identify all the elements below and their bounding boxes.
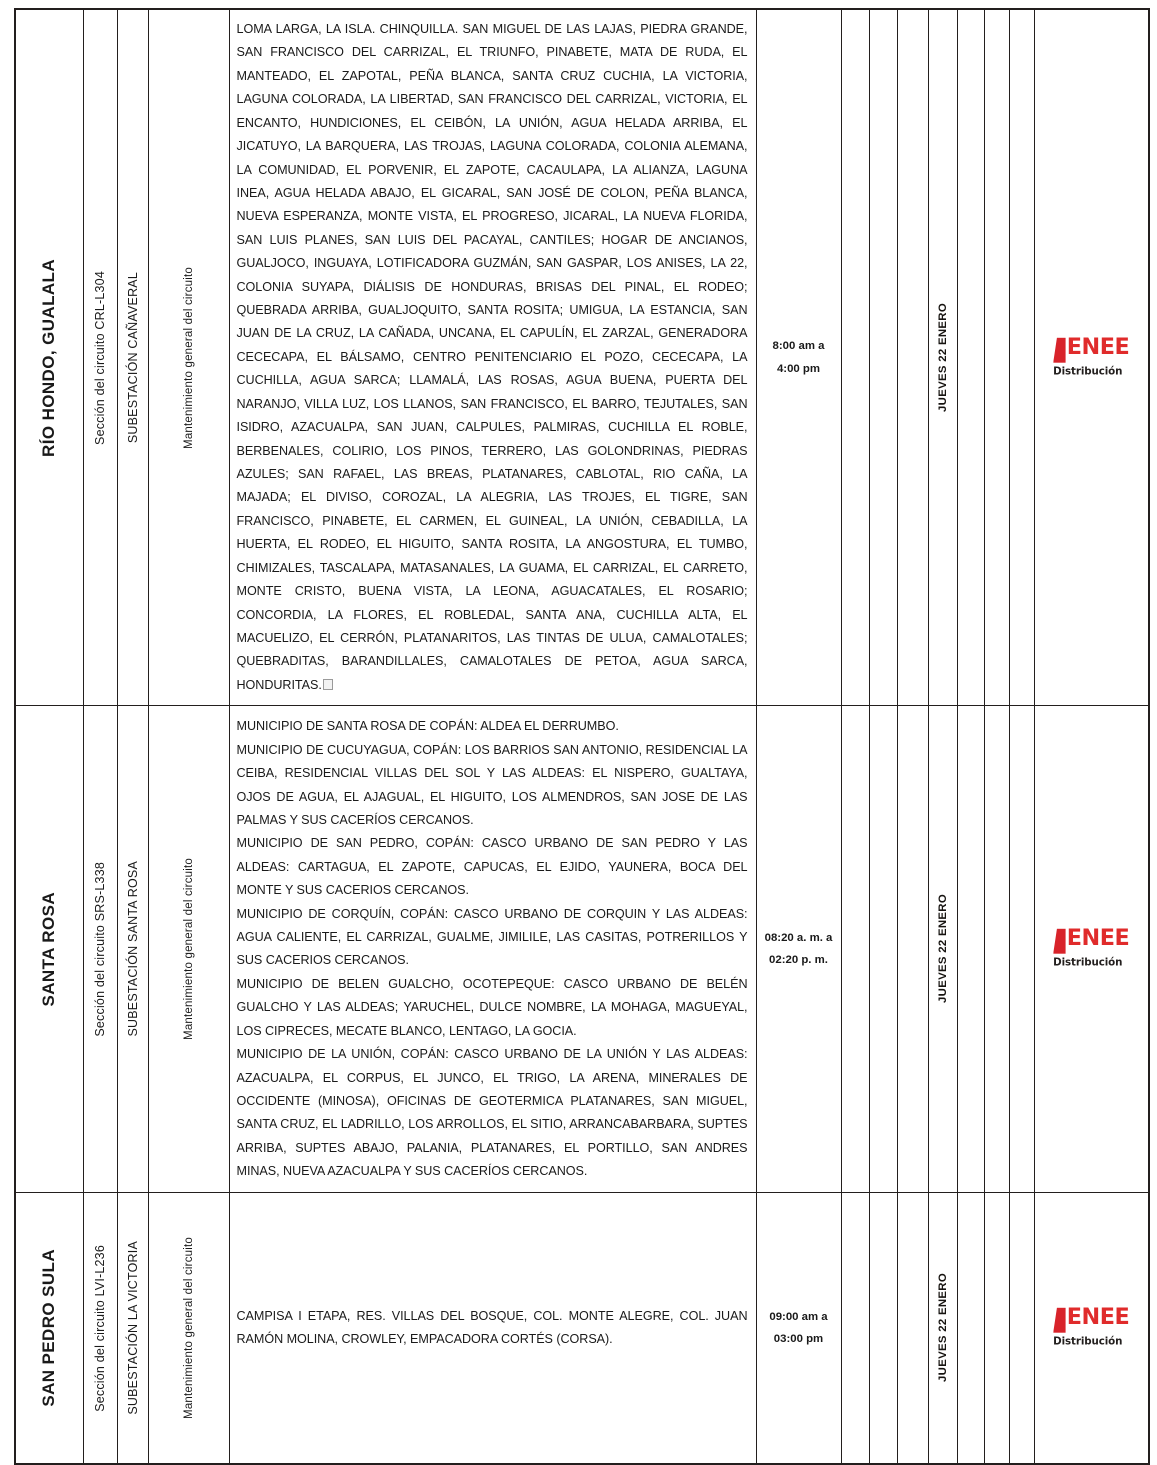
work-type-label: Mantenimiento general del circuito <box>182 266 195 449</box>
substation-label: SUBESTACIÓN CAÑAVERAL <box>125 272 140 444</box>
spacer-column-2 <box>869 706 897 1192</box>
spacer-column-2 <box>869 9 897 706</box>
spacer-column-5 <box>984 1192 1009 1464</box>
city-label: SAN PEDRO SULA <box>39 1249 59 1407</box>
affected-areas-paragraph: LOMA LARGA, LA ISLA. CHINQUILLA. SAN MIGUEL DE LAS LAJAS, PIEDRA GRANDE, SAN FRANCISCO DEL CARRIZAL, EL TRIUNFO, PINABETE, MATA DE RUDA, EL MANTEADO, EL ZAPOTAL, PEÑA BLANCA, SANTA CRUZ CUCHIA, LA VICTORIA, LAGUNA COLORADA, LA LIBERTAD, SAN FRANCISCO DEL CARRIZAL, VICTORIA, EL ENCANTO, HUNDICIONES, EL CEIBÓN, LA UNIÓN, AGUA HELADA ARRIBA, EL JICATUYO, LA BARQUERA, LAS TROJAS, LAGUNA COLORADA, COLONIA ALEMANA, LA COMUNIDAD, EL PORVENIR, EL ZAPOTE, CACAULAPA, LA ALIANZA, LAGUNA INEA, AGUA HELADA ABAJO, EL GICARAL, SAN JOSÉ DE COLON, PEÑA BLANCA, NUEVA ESPERANZA, MONTE VISTA, EL PROGRESO, JICARAL, LA NUEVA FLORIDA, SAN LUIS PLANES, SAN LUIS DEL PACAYAL, CANTILES; HOGAR DE ANCIANOS, GUALJOCO, INGUAYA, LOTIFICADORA GUZMÁN, SAN GASPAR, LOS ANISES, LA 22, COLONIA SUYAPA, DIÁLISIS DE HONDURAS, BRISAS DEL PINAL, EL RODEO; QUEBRADA ARRIBA, GUALJOQUITO, SANTA ROSITA; UMIGUA, LA ESTANCIA, SAN JUAN DE LA CRUZ, LA CAÑADA, UNCANA, EL CAPULÍN, EL ZARZAL, GENERADORA CECECAPA, EL BÁLSAMO, CENTRO PENITENCIARIO EL POZO, CECECAPA, LA CUCHILLA, AGUA SARCA; LLAMALÁ, LAS ROSAS, AGUA BUENA, PUERTA DEL NARANJO, VILLA LUZ, LOS LLANOS, SAN FRANCISCO, EL BARRO, TEJUTALES, SAN ISIDRO, AZACUALPA, SAN JUAN, CALPULES, PALMIRAS, CUCHILLA EL ROBLE, BERBENALES, COLIRIO, LOS PINOS, TERRERO, LAS GOLONDRINAS, PIEDRAS AZULES; SAN RAFAEL, LAS BREAS, PLATANARES, CABLOTAL, RIO CAÑA, LA MAJADA; EL DIVISO, COROZAL, LA ALEGRIA, LAS TROJES, EL TIGRE, SAN FRANCISCO, PINABETE, EL CARMEN, EL GUINEAL, LA UNIÓN, CEBADILLA, LA HUERTA, EL RODEO, EL HIGUITO, SANTA ROSITA, LA ANGOSTURA, EL TUMBO, CHIMIZALES, TASCALAPA, MATASANALES, LA GUAMA, EL CARRIZAL, EL CARRETO, MONTE CRISTO, BUENA VISTA, LA LEONA, AGUACATALES, EL ROSARIO; CONCORDIA, LA FLORES, EL ROBLEDAL, SANTA ANA, CUCHILLA ALTA, EL MACUELIZO, EL CERRÓN, PLATANARITOS, LAS TINTAS DE ULUA, CAMALOTALES; QUEBRADITAS, BARANDILLALES, CAMALOTALES DE PETOA, AGUA SARCA, HONDURITAS. <box>236 22 748 692</box>
logo-cell <box>1034 1192 1149 1464</box>
day-cell <box>928 706 957 1192</box>
logo-cell <box>1034 706 1149 1192</box>
spacer-column-6 <box>1009 9 1034 706</box>
time-from: 08:20 a. m. a <box>764 931 833 944</box>
time-to: 03:00 pm <box>773 1332 824 1345</box>
time-range <box>757 925 841 973</box>
enee-subtitle: Distribución <box>1053 1335 1123 1348</box>
table-row <box>15 706 1149 1192</box>
time-cell <box>756 9 841 706</box>
affected-areas-text <box>230 10 756 705</box>
affected-areas-paragraph: MUNICIPIO DE CUCUYAGUA, COPÁN: LOS BARRIOS SAN ANTONIO, RESIDENCIAL LA CEIBA, RESIDENCIAL VILLAS DEL SOL Y LAS ALDEAS: EL NISPERO, GUALTAYA, OJOS DE AGUA, EL AJAGUAL, EL HIGUITO, LOS ALMENDROS, SAN JOSE DE LAS PALMAS Y SUS CACERÍOS CERCANOS. <box>236 742 748 827</box>
circuit-cell <box>83 1192 117 1464</box>
spacer-column-4 <box>957 9 984 706</box>
enee-logo <box>1035 926 1149 972</box>
enee-logo <box>1035 1305 1149 1351</box>
spacer-column-5 <box>984 706 1009 1192</box>
day-cell <box>928 9 957 706</box>
affected-areas-paragraph: MUNICIPIO DE SANTA ROSA DE COPÁN: ALDEA EL DERRUMBO. <box>236 719 619 734</box>
time-from: 09:00 am a <box>769 1310 828 1323</box>
spacer-column-1 <box>841 9 869 706</box>
spacer-column-3 <box>897 706 928 1192</box>
logo-cell <box>1034 9 1149 706</box>
table-row <box>15 1192 1149 1464</box>
time-range <box>757 333 841 381</box>
time-cell <box>756 706 841 1192</box>
circuit-label: Sección del circuito LVI-L236 <box>93 1244 107 1412</box>
enee-mark-icon <box>1053 337 1066 362</box>
spacer-column-2 <box>869 1192 897 1464</box>
circuit-label: Sección del circuito CRL-L304 <box>93 270 107 445</box>
day-label: JUEVES 22 ENERO <box>936 1273 949 1383</box>
day-cell <box>928 1192 957 1464</box>
affected-areas-paragraph: CAMPISA I ETAPA, RES. VILLAS DEL BOSQUE, COL. MONTE ALEGRE, COL. JUAN RAMÓN MOLINA, CROWLEY, EMPACADORA CORTÉS (CORSA). <box>236 1308 748 1346</box>
outage-schedule-table <box>14 8 1150 1465</box>
time-cell <box>756 1192 841 1464</box>
work-type-cell <box>148 706 229 1192</box>
enee-mark-icon <box>1053 929 1066 954</box>
work-type-cell <box>148 9 229 706</box>
spacer-column-4 <box>957 706 984 1192</box>
spacer-column-1 <box>841 1192 869 1464</box>
work-type-label: Mantenimiento general del circuito <box>182 1236 195 1419</box>
affected-areas-cell <box>229 9 756 706</box>
affected-areas-paragraph: MUNICIPIO DE BELEN GUALCHO, OCOTEPEQUE: CASCO URBANO DE BELÉN GUALCHO Y LAS ALDEAS; YARUCHEL, DULCE NOMBRE, LA MOHAGA, MAGUEYAL, LOS CIPRECES, MECATE BLANCO, LENTAGO, LA GOCIA. <box>236 976 748 1038</box>
affected-areas-paragraph: MUNICIPIO DE CORQUÍN, COPÁN: CASCO URBANO DE CORQUIN Y LAS ALDEAS: AGUA CALIENTE, EL CARRIZAL, GUALME, JIMILILE, LAS CASITAS, POTRERILLOS Y SUS CACERIOS CERCANOS. <box>236 906 748 968</box>
affected-areas-text <box>230 706 756 1191</box>
spacer-column-3 <box>897 1192 928 1464</box>
spacer-column-5 <box>984 9 1009 706</box>
spacer-column-4 <box>957 1192 984 1464</box>
table-row <box>15 9 1149 706</box>
spacer-column-6 <box>1009 706 1034 1192</box>
affected-areas-paragraph: MUNICIPIO DE SAN PEDRO, COPÁN: CASCO URBANO DE SAN PEDRO Y LAS ALDEAS: CARTAGUA, EL ZAPOTE, CAPUCAS, EL EJIDO, YAUNERA, BOCA DEL MONTE Y SUS CACERIOS CERCANOS. <box>236 836 748 898</box>
enee-subtitle: Distribución <box>1053 956 1123 969</box>
spacer-column-6 <box>1009 1192 1034 1464</box>
work-type-label: Mantenimiento general del circuito <box>182 857 195 1040</box>
enee-mark-icon <box>1053 1308 1066 1333</box>
enee-wordmark: ENEE <box>1066 334 1130 360</box>
city-cell <box>15 9 83 706</box>
city-label: SANTA ROSA <box>39 891 59 1007</box>
city-label: RÍO HONDO, GUALALA <box>39 258 59 457</box>
substation-label: SUBESTACIÓN LA VICTORIA <box>125 1241 140 1415</box>
work-type-cell <box>148 1192 229 1464</box>
day-label: JUEVES 22 ENERO <box>936 894 949 1004</box>
circuit-cell <box>83 706 117 1192</box>
circuit-cell <box>83 9 117 706</box>
affected-areas-paragraph: MUNICIPIO DE LA UNIÓN, COPÁN: CASCO URBANO DE LA UNIÓN Y LAS ALDEAS: AZACUALPA, EL CORPUS, EL JUNCO, EL TRIGO, LA ARENA, MINERALES DE OCCIDENTE (MINOSA), OFICINAS DE GEOTERMICA PLATANARES, SAN MIGUEL, SANTA CRUZ, EL LADRILLO, LOS ARROLLOS, EL SITIO, ARRANCABARBARA, SUPTES ARRIBA, SUPTES ABAJO, PALANIA, PLATANARES, EL PORTILLO, SAN ANDRES MINAS, NUEVA AZACUALPA Y SUS CACERÍOS CERCANOS. <box>236 1047 748 1179</box>
time-to: 02:20 p. m. <box>769 953 828 966</box>
enee-wordmark: ENEE <box>1066 1304 1130 1330</box>
enee-wordmark: ENEE <box>1066 925 1130 951</box>
day-label: JUEVES 22 ENERO <box>936 303 949 413</box>
city-cell <box>15 706 83 1192</box>
city-cell <box>15 1192 83 1464</box>
spacer-column-1 <box>841 706 869 1192</box>
affected-areas-cell <box>229 1192 756 1464</box>
substation-cell <box>117 9 148 706</box>
enee-subtitle: Distribución <box>1053 365 1123 378</box>
enee-logo <box>1035 335 1149 381</box>
substation-cell <box>117 706 148 1192</box>
time-range <box>757 1304 841 1352</box>
spacer-column-3 <box>897 9 928 706</box>
substation-label: SUBESTACIÓN SANTA ROSA <box>125 861 140 1037</box>
substation-cell <box>117 1192 148 1464</box>
affected-areas-cell <box>229 706 756 1192</box>
time-from: 8:00 am a <box>772 340 825 353</box>
time-to: 4:00 pm <box>776 362 821 375</box>
object-placeholder-icon <box>323 679 333 690</box>
circuit-label: Sección del circuito SRS-L338 <box>93 861 107 1037</box>
affected-areas-text <box>230 1305 756 1352</box>
